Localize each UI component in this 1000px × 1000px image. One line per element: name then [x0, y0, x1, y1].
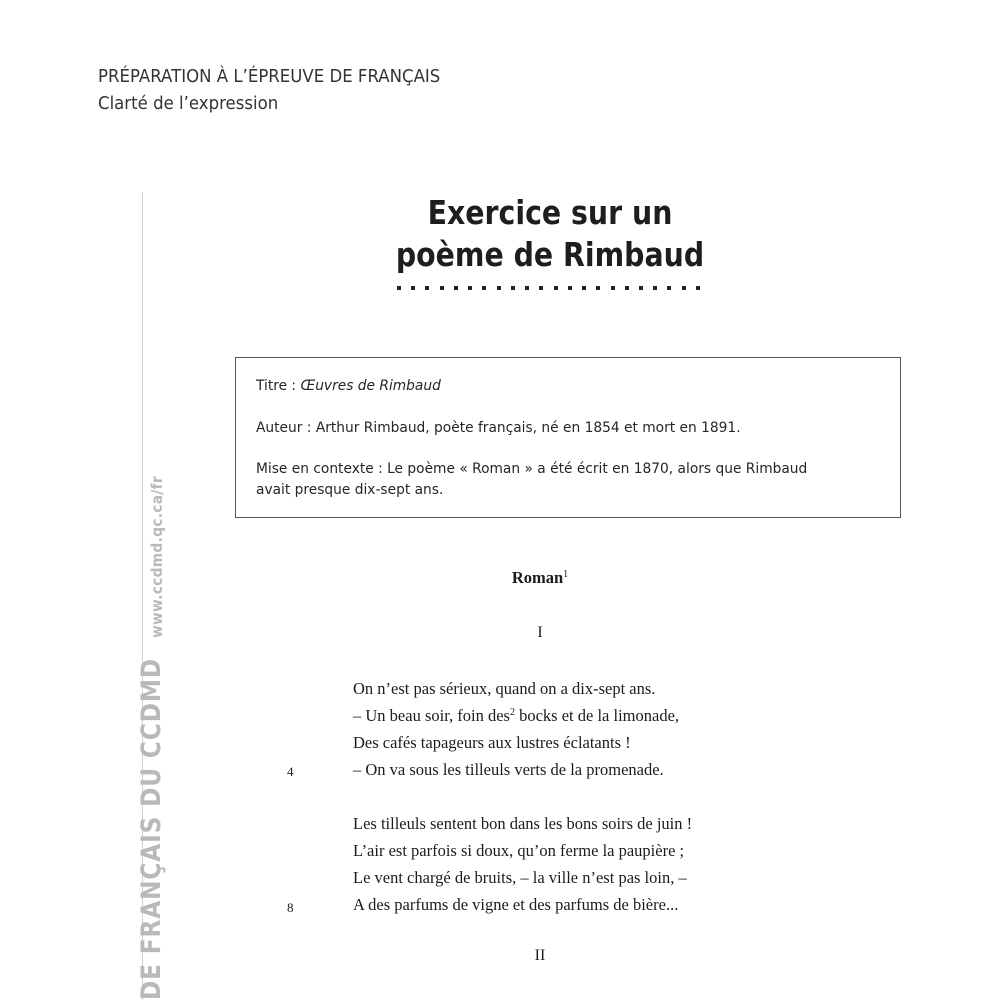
title-line-2: poème de Rimbaud: [395, 235, 705, 274]
verse-4: – On va sous les tilleuls verts de la promenade.: [353, 760, 664, 779]
verse-7: Le vent chargé de bruits, – la ville n’est pas loin, –: [353, 868, 687, 887]
info-author-row: Auteur : Arthur Rimbaud, poète français, né en 1854 et mort en 1891.: [256, 420, 741, 436]
side-watermark: [136, 476, 167, 1000]
verse-2: – Un beau soir, foin des$^2$ bocks et de la limonade,: [353, 706, 680, 725]
poem-section-2: II: [534, 947, 546, 964]
poem-title-footnote: 1: [563, 569, 569, 580]
side-brand-text: DE FRANÇAIS DU CCDMD: [136, 658, 167, 1000]
side-url-text: www.ccdmd.qc.ca/fr: [148, 476, 166, 638]
title-dotted-rule: [397, 286, 700, 294]
info-title-value: Œuvres de Rimbaud: [300, 378, 441, 394]
header-subtitle: Clarté de l’expression: [98, 93, 279, 114]
header-series-title: PRÉPARATION À L’ÉPREUVE DE FRANÇAIS: [98, 66, 441, 87]
title-line-1: Exercice sur un: [427, 193, 673, 232]
info-context-row-2: avait presque dix-sept ans.: [256, 482, 444, 498]
verse-8: A des parfums de vigne et des parfums de bière...: [353, 895, 679, 914]
info-context-row-1: Mise en contexte : Le poème « Roman » a été écrit en 1870, alors que Rimbaud: [256, 461, 808, 477]
info-title-row: [256, 378, 864, 394]
line-number-8: 8: [287, 900, 294, 915]
poem-title: Roman$^1$: [511, 568, 569, 587]
verse-3: Des cafés tapageurs aux lustres éclatants !: [353, 733, 631, 752]
verse-5: Les tilleuls sentent bon dans les bons soirs de juin !: [353, 814, 693, 833]
page-header: [98, 63, 470, 117]
info-title-label: Titre :: [256, 378, 301, 394]
poem-section-1: I: [537, 624, 543, 641]
exercise-title: [300, 192, 800, 276]
verse-6: L’air est parfois si doux, qu’on ferme la paupière ;: [353, 841, 685, 860]
verse-1: On n’est pas sérieux, quand on a dix-sept ans.: [353, 679, 656, 698]
work-info-box: [235, 357, 901, 518]
line-number-4: 4: [287, 764, 294, 779]
verse-2-footnote: 2: [509, 707, 515, 718]
